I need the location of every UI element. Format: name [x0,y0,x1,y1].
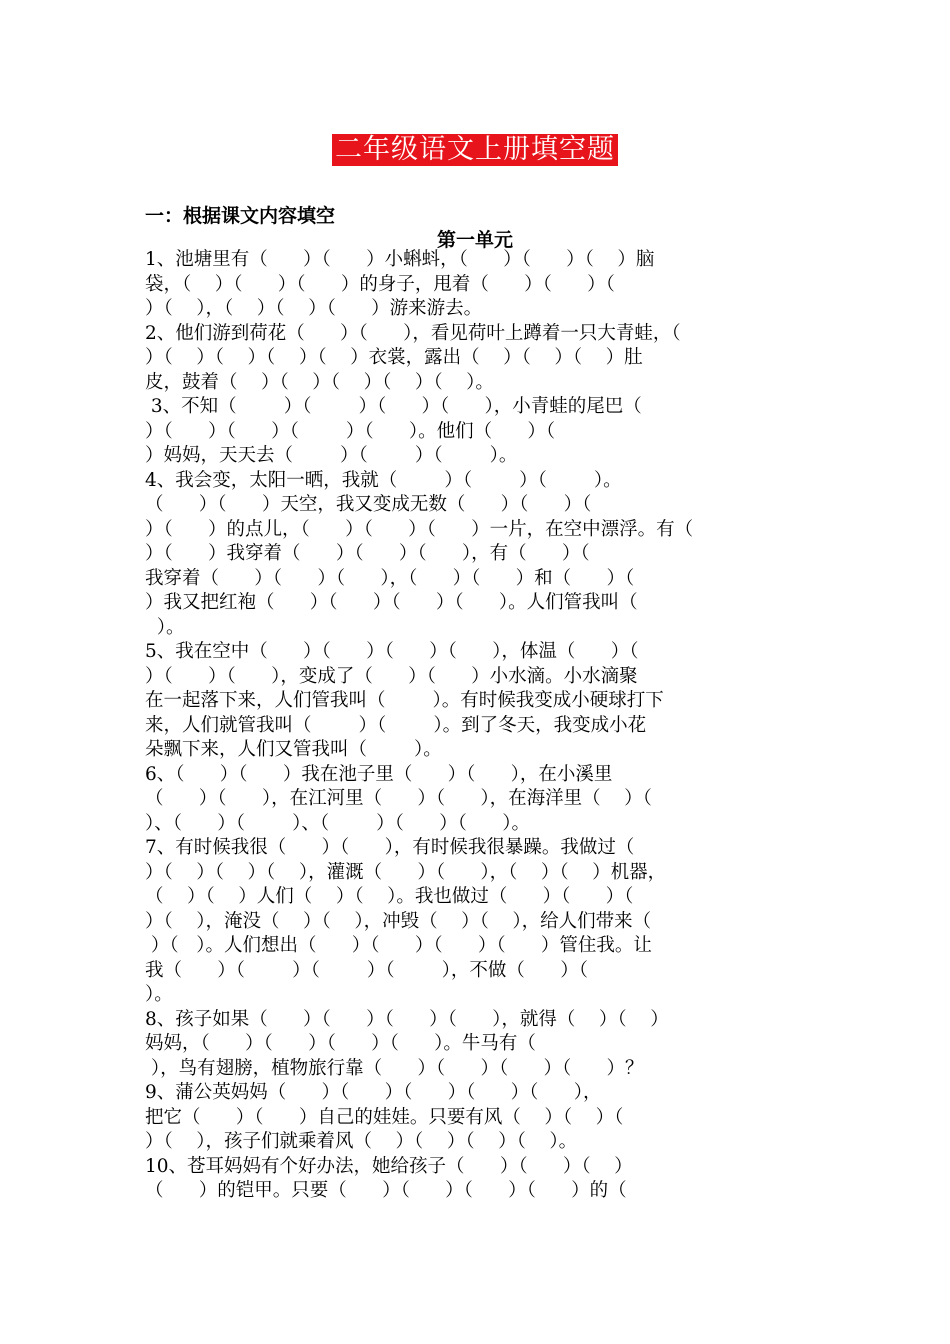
text-line: ）。 [145,616,185,638]
text-line: 9、蒲公英妈妈（ ）（ ）（ ）（ ）（ ）， [145,1082,602,1103]
text-line: 把它（ ）（ ）自己的娃娃。只要有风（ ）（ ）（ [145,1106,624,1128]
text-line: （ ）（ ），在江河里（ ）（ ），在海洋里（ ）（ [145,788,652,809]
text-line: 6、（ ）（ ）我在池子里（ ）（ ），在小溪里 [145,763,613,785]
text-line: （ ）的铠甲。只要（ ）（ ）（ ）（ ）的（ [145,1180,627,1201]
document-title: 二年级语文上册填空题 [332,134,618,166]
text-body [145,248,815,1204]
text-line: ）（ ）（ ），变成了（ ）（ ）小水滴。小水滴聚 [145,665,638,687]
text-line: ）（ ）的点儿，（ ）（ ）（ ）一片，在空中漂浮。有（ [145,518,694,540]
text-line: 来，人们就管我叫（ ）（ ）。到了冬天，我变成小花 [145,714,647,736]
text-line: 我（ ）（ ）（ ）（ ），不做（ ）（ [145,959,588,981]
text-line: 5、我在空中（ ）（ ）（ ）（ ），体温（ ）（ [145,641,639,662]
text-line: ）妈妈，天天去（ ）（ ）（ ）。 [145,445,518,466]
text-line: ）（ ），淹没（ ）（ ），冲毁（ ）（ ），给人们带来（ [145,910,652,932]
text-line: ）（ ），孩子们就乘着风（ ）（ ）（ ）（ ）。 [145,1131,578,1152]
text-line: ），鸟有翅膀，植物旅行靠（ ）（ ）（ ）（ ）？ [145,1057,644,1079]
text-line: 8、孩子如果（ ）（ ）（ ）（ ），就得（ ）（ ） [145,1008,669,1030]
title-wrapper [0,134,950,166]
text-line: 皮，鼓着（ ）（ ）（ ）（ ）（ ）。 [145,371,494,393]
section-heading: 一：根据课文内容填空 [145,205,336,227]
text-line: ）。 [145,984,173,1005]
text-line: 我穿着（ ）（ ）（ ），（ ）（ ）和（ ）（ [145,567,635,589]
text-line: 10、苍耳妈妈有个好办法，她给孩子（ ）（ ）（ ） [145,1155,633,1177]
text-line: 在一起落下来，人们管我叫（ ）。有时候我变成小硬球打下 [145,690,664,711]
text-line: ）（ ）（ ）（ ）（ ）。他们（ ）（ [145,420,556,442]
text-line: 妈妈，（ ）（ ）（ ）（ ）。牛马有（ [145,1033,536,1054]
text-line: 7、有时候我很（ ）（ ），有时候我很暴躁。我做过（ [145,837,635,858]
text-line: ）、（ ）（ ）、（ ）（ ）（ ）。 [145,812,530,834]
text-line: 袋，（ ）（ ）（ ）的身子，甩着（ ）（ ）（ [145,273,615,295]
text-line: ）（ ）我穿着（ ）（ ）（ ），有（ ）（ [145,543,590,564]
text-line: 1、池塘里有（ ）（ ）小蝌蚪，（ ）（ ）（ ）脑 [145,249,655,270]
text-line: ）（ ）（ ）（ ）（ ）衣裳，露出（ ）（ ）（ ）肚 [145,347,643,368]
text-line: 4、我会变，太阳一晒，我就（ ）（ ）（ ）。 [145,469,622,491]
text-line: ）（ ），（ ）（ ）（ ）游来游去。 [145,298,483,319]
text-line: （ ）（ ）天空，我又变成无数（ ）（ ）（ [145,494,592,515]
text-line: 2、他们游到荷花（ ）（ ），看见荷叶上蹲着一只大青蛙，（ [145,322,681,344]
text-line: （ ）（ ）人们（ ）（ ）。我也做过（ ）（ ）（ [145,886,634,907]
text-line: 朵飘下来，人们又管我叫（ ）。 [145,739,442,760]
unit-heading: 第一单元 [436,229,513,251]
text-line: ）（ ）。人们想出（ ）（ ）（ ）（ ）管住我。让 [145,935,652,956]
text-line: ）（ ）（ ）（ ），灌溉（ ）（ ），（ ）（ ）机器， [145,861,667,883]
text-line: ）我又把红袍（ ）（ ）（ ）（ ）。人们管我叫（ [145,592,638,613]
text-line: 3、不知（ ）（ ）（ ）（ ），小青蛙的尾巴（ [145,396,642,417]
